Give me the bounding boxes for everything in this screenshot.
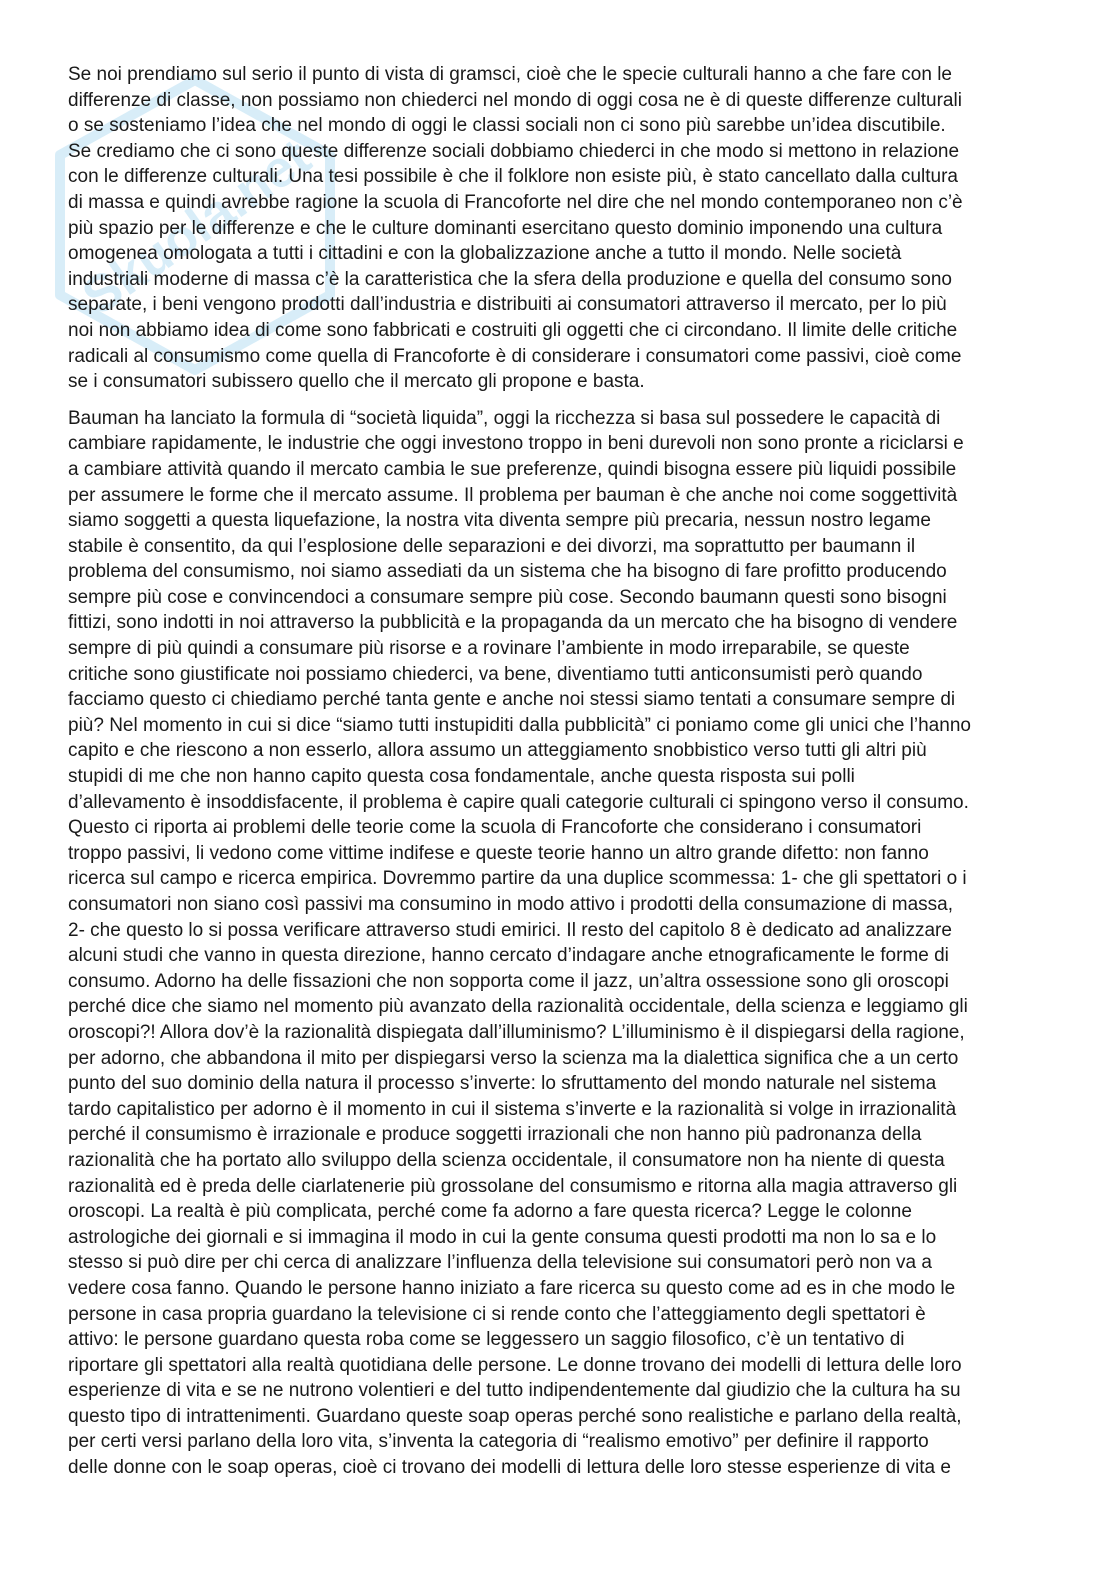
document-body [68, 62, 1052, 1481]
watermark-text: Skuola.net [72, 128, 322, 327]
paragraph: Se noi prendiamo sul serio il punto di vista di gramsci, cioè che le specie culturali hanno a che fare con le differenze di classe, non possiamo non chiederci nel mondo di oggi cosa ne è di queste differenze culturali o se sosteniamo l’idea che nel mondo di oggi le classi sociali non ci sono più sarebbe un’idea discutibile. Se crediamo che ci sono queste differenze sociali dobbiamo chiederci in che modo si mettono in relazione con le differenze culturali. Una tesi possibile è che il folklore non esiste più, è stato cancellato dalla cultura di massa e quindi avrebbe ragione la scuola di Francoforte nel dire che nel mondo contemporaneo non c’è più spazio per le differenze e che le culture dominanti esercitano questo dominio imponendo una cultura omogenea omologata a tutti i cittadini e con la globalizzazione anche a tutto il mondo. Nelle società industriali moderne di massa c’è la caratteristica che la sfera della produzione e quella del consumo sono separate, i beni vengono prodotti dall’industria e distribuiti ai consumatori attraverso il mercato, per lo più noi non abbiamo idea di come sono fabbricati e costruiti gli oggetti che ci circondano. Il limite delle critiche radicali al consumismo come quella di Francoforte è di considerare i consumatori come passivi, cioè come se i consumatori subissero quello che il mercato gli propone e basta. [68, 64, 963, 393]
paragraph: Bauman ha lanciato la formula di “società liquida”, oggi la ricchezza si basa sul possedere le capacità di cambiare rapidamente, le industrie che oggi investono troppo in beni durevoli non sono pronte a riciclarsi e a cambiare attività quando il mercato cambia le sue preferenze, quindi bisogna essere più liquidi possibile per assumere le forme che il mercato assume. Il problema per bauman è che anche noi come soggettività siamo soggetti a questa liquefazione, la nostra vita diventa sempre più precaria, nessun nostro legame stabile è consentito, da qui l’esplosione delle separazioni e dei divorzi, ma soprattutto per baumann il problema del consumismo, noi siamo assediati da un sistema che ha bisogno di fare profitto producendo sempre più cose e convincendoci a consumare sempre più cose. Secondo baumann questi sono bisogni fittizi, sono indotti in noi attraverso la pubblicità e la propaganda da un mercato che ha bisogno di vendere sempre di più quindi a consumare più risorse e a rovinare l’ambiente in modo irreparabile, se queste critiche sono giustificate noi possiamo chiederci, va bene, diventiamo tutti anticonsumisti però quando facciamo questo ci chiediamo perché tanta gente e anche noi stessi siamo tentati a consumare sempre di più? Nel momento in cui si dice “siamo tutti instupiditi dalla pubblicità” ci poniamo come gli unici che l’hanno capito e che riescono a non esserlo, allora assumo un atteggiamento snobbistico verso tutti gli altri più stupidi di me che non hanno capito questa cosa fondamentale, anche questa risposta sui polli d’allevamento è insoddisfacente, il problema è capire quali categorie culturali ci spingono verso il consumo. Questo ci riporta ai problemi delle teorie come la scuola di Francoforte che considerano i consumatori troppo passivi, li vedono come vittime indifese e queste teorie hanno un altro grande difetto: non fanno ricerca sul campo e ricerca empirica. Dovremmo partire da una duplice scommessa: 1- che gli spettatori o i consumatori non siano così passivi ma consumino in modo attivo i prodotti della consumazione di massa, 2- che questo lo si possa verificare attraverso studi emirici. Il resto del capitolo 8 è dedicato ad analizzare alcuni studi che vanno in questa direzione, hanno cercato d’indagare anche etnograficamente le forme di consumo. Adorno ha delle fissazioni che non sopporta come il jazz, un’altra ossessione sono gli oroscopi perché dice che siamo nel momento più avanzato della razionalità occidentale, della scienza e leggiamo gli oroscopi?! Allora dov’è la razionalità dispiegata dall’illuminismo? L’illuminismo è il dispiegarsi della ragione, per adorno, che abbandona il mito per dispiegarsi verso la scienza ma la dialettica significa che a un certo punto del suo dominio della natura il processo s’inverte: lo sfruttamento del mondo naturale nel sistema tardo capitalistico per adorno è il momento in cui il sistema s’inverte e la razionalità si volge in irrazionalità perché il consumismo è irrazionale e produce soggetti irrazionali che non hanno più padronanza della razionalità che ha portato allo sviluppo della scienza occidentale, il consumatore non ha niente di questa razionalità ed è preda delle ciarlatenerie più grossolane del consumismo e ritorna alla magia attraverso gli oroscopi. La realtà è più complicata, perché come fa adorno a fare questa ricerca? Legge le colonne astrologiche dei giornali e si immagina il modo in cui la gente consuma questi prodotti ma non lo sa e lo stesso si può dire per chi cerca di analizzare l’influenza della televisione sui consumatori però non va a vedere cosa fanno. Quando le persone hanno iniziato a fare ricerca su questo come ad es in che modo le persone in casa propria guardano la televisione ci si rende conto che l’atteggiamento degli spettatori è attivo: le persone guardano questa roba come se leggessero un saggio filosofico, c’è un tentativo di riportare gli spettatori alla realtà quotidiana delle persone. Le donne trovano dei modelli di lettura delle loro esperienze di vita e se ne nutrono volentieri e del tutto indipendentemente dal giudizio che la cultura ha su questo tipo di intrattenimenti. Guardano queste soap operas perché sono realistiche e parlano della realtà, per certi versi parlano della loro vita, s’inventa la categoria di “realismo emotivo” per definire il rapporto delle donne con le soap operas, cioè ci trovano dei modelli di lettura delle loro stesse esperienze di vita e [68, 407, 971, 1479]
